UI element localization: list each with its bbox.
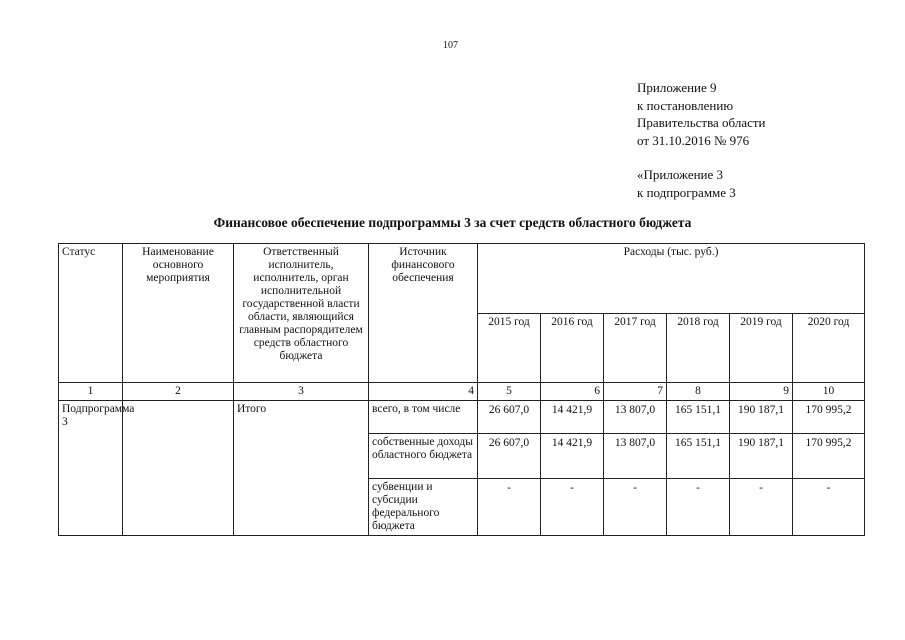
- column-number: 4: [369, 383, 478, 401]
- row-value: 165 151,1: [667, 434, 730, 479]
- row-value: -: [793, 479, 865, 536]
- row-value: 26 607,0: [478, 401, 541, 434]
- header-status: Статус: [59, 244, 123, 383]
- header-year: 2018 год: [667, 313, 730, 383]
- header-name: Наименование основного мероприятия: [123, 244, 234, 383]
- column-number: 2: [123, 383, 234, 401]
- row-value: 165 151,1: [667, 401, 730, 434]
- row-value: -: [541, 479, 604, 536]
- appendix-line: от 31.10.2016 № 976: [637, 132, 750, 148]
- document-title: Финансовое обеспечение подпрограммы 3 за счет средств областного бюджета: [213, 215, 692, 230]
- row-value: 13 807,0: [604, 434, 667, 479]
- header-year: 2019 год: [730, 313, 793, 383]
- appendix-line: Приложение 9: [637, 80, 717, 95]
- appendix-line: Правительства области: [637, 115, 766, 130]
- column-number: 3: [234, 383, 369, 401]
- row-source: всего, в том числе: [369, 401, 478, 434]
- row-name: [123, 401, 234, 536]
- row-source: субвенции и субсидии федерального бюджета: [369, 479, 478, 536]
- header-source: Источник финансового обеспечения: [369, 244, 478, 383]
- row-source: собственные доходы областного бюджета: [369, 434, 478, 479]
- row-value: 14 421,9: [541, 434, 604, 479]
- finance-table: [58, 243, 865, 536]
- appendix-line: «Приложение 3: [637, 167, 724, 182]
- row-value: 190 187,1: [730, 401, 793, 434]
- row-value: 26 607,0: [478, 434, 541, 479]
- row-executor: Итого: [234, 401, 369, 536]
- row-value: 13 807,0: [604, 401, 667, 434]
- header-year: 2020 год: [793, 313, 865, 383]
- header-year: 2015 год: [478, 313, 541, 383]
- row-value: -: [667, 479, 730, 536]
- row-value: -: [730, 479, 793, 536]
- appendix-line: к постановлению: [637, 97, 734, 113]
- column-number: 1: [59, 383, 123, 401]
- header-year: 2017 год: [604, 313, 667, 383]
- row-status: Подпрограмма 3: [59, 401, 123, 536]
- header-expenses: Расходы (тыс. руб.): [478, 244, 865, 314]
- appendix-line: к подпрограмме 3: [637, 184, 736, 200]
- row-value: 190 187,1: [730, 434, 793, 479]
- row-value: 14 421,9: [541, 401, 604, 434]
- column-number: 6: [541, 383, 604, 401]
- table-row: [59, 401, 865, 434]
- column-number: 7: [604, 383, 667, 401]
- row-value: 170 995,2: [793, 434, 865, 479]
- page-number: 107: [443, 40, 458, 51]
- appendix-block: [637, 79, 766, 201]
- column-number: 9: [730, 383, 793, 401]
- column-number: 10: [793, 383, 865, 401]
- column-number: 8: [667, 383, 730, 401]
- header-year: 2016 год: [541, 313, 604, 383]
- row-value: 170 995,2: [793, 401, 865, 434]
- header-executor: Ответственный исполнитель, исполнитель, орган исполнительной государственной власти области, являющийся главным распорядителем средств областного бюджета: [234, 244, 369, 383]
- column-number: 5: [478, 383, 541, 401]
- row-value: -: [604, 479, 667, 536]
- row-value: -: [478, 479, 541, 536]
